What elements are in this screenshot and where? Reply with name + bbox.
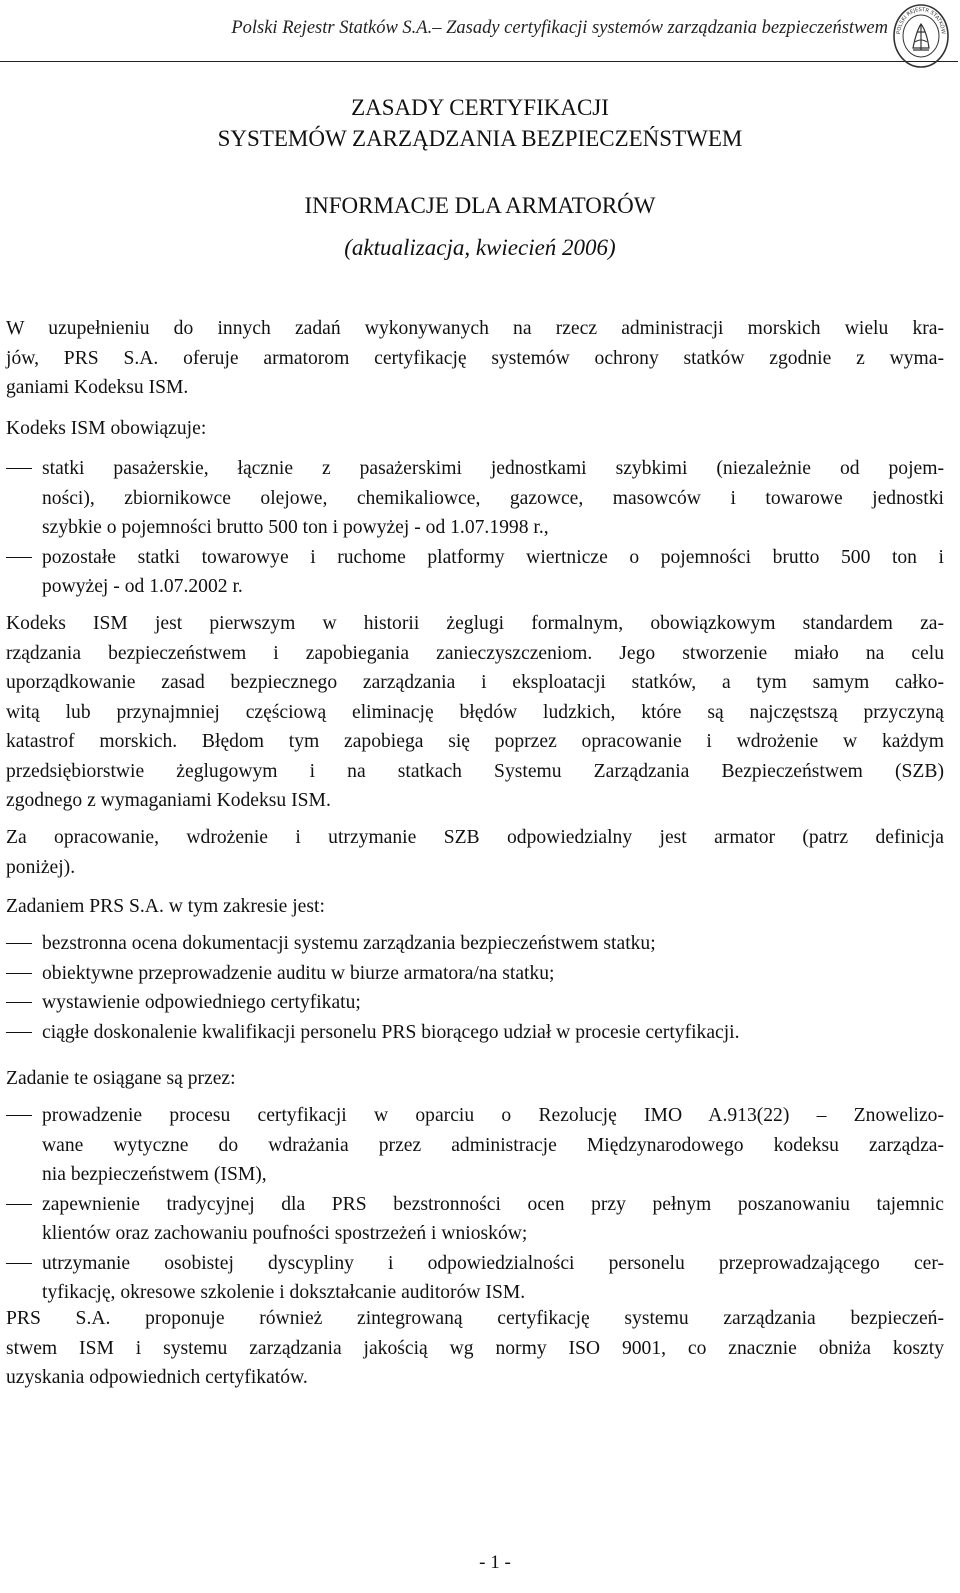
list-item-line: klientów oraz zachowaniu poufności spostrzeżeń i wniosków;	[42, 1223, 528, 1244]
paragraph-line: Za opracowanie, wdrożenie i utrzymanie SZB odpowiedzialny jest armator (patrz definicja	[6, 827, 944, 848]
intro-line: W uzupełnieniu do innych zadań wykonywanych na rzecz administracji morskich wielu kra-	[6, 318, 944, 339]
title-line-4: (aktualizacja, kwiecień 2006)	[344, 235, 616, 260]
means-label	[6, 1064, 944, 1094]
list-item-line: ności), zbiornikowce olejowe, chemikaliowce, gazowce, masowców i towarowe jednostki	[42, 487, 944, 509]
dash-bullet-icon	[6, 973, 32, 974]
list-item-line: statki pasażerskie, łącznie z pasażerskimi jednostkami szybkimi (niezależnie od pojem-	[42, 458, 944, 479]
tasks-label-text: Zadaniem PRS S.A. w tym zakresie jest:	[6, 896, 325, 917]
list-item-line: wane wytyczne do wdrażania przez administracje Międzynarodowego kodeksu zarządza-	[42, 1134, 944, 1156]
ism-applies-label-text: Kodeks ISM obowiązuje:	[6, 418, 207, 439]
offer-paragraph	[6, 1304, 944, 1393]
paragraph-line: uzyskania odpowiednich certyfikatów.	[6, 1367, 308, 1388]
list-item-line: tyfikację, okresowe szkolenie i dokształcanie auditorów ISM.	[42, 1282, 526, 1303]
dash-bullet-icon	[6, 1115, 32, 1116]
dash-bullet-icon	[6, 943, 32, 944]
list-item-line: powyżej - od 1.07.2002 r.	[42, 576, 243, 597]
list-item	[6, 929, 944, 959]
intro-line: jów, PRS S.A. oferuje armatorom certyfikację systemów ochrony statków zgodnie z wyma-	[6, 347, 944, 369]
logo-text: POLSKI REJESTR STATKÓW	[896, 6, 947, 35]
tasks-label	[6, 892, 944, 922]
page-number: - 1 -	[479, 1552, 511, 1573]
dash-bullet-icon	[6, 557, 32, 558]
ism-applies-list	[6, 454, 944, 602]
title-line-2: SYSTEMÓW ZARZĄDZANIA BEZPIECZEŃSTWEM	[217, 126, 743, 151]
means-label-text: Zadanie te osiągane są przez:	[6, 1068, 236, 1089]
list-item-line: wystawienie odpowiedniego certyfikatu;	[42, 992, 361, 1013]
list-item	[6, 1249, 944, 1308]
list-item	[6, 988, 944, 1018]
list-item-line: prowadzenie procesu certyfikacji w oparciu o Rezolucję IMO A.913(22) – Znowelizo-	[42, 1105, 944, 1126]
dash-bullet-icon	[6, 1204, 32, 1205]
ism-applies-label	[6, 414, 944, 444]
list-item	[6, 1018, 944, 1048]
paragraph-line: rządzania bezpieczeństwem i zapobiegania zanieczyszczeniom. Jego stworzenie miało na celu	[6, 642, 944, 664]
list-item-line: utrzymanie osobistej dyscypliny i odpowiedzialności personelu przeprowadzającego cer-	[42, 1252, 944, 1274]
prs-logo-icon	[891, 2, 951, 70]
list-item-line: zapewnienie tradycyjnej dla PRS bezstronności ocen przy pełnym poszanowaniu tajemnic	[42, 1193, 944, 1215]
dash-bullet-icon	[6, 1263, 32, 1264]
list-item-line: szybkie o pojemności brutto 500 ton i powyżej - od 1.07.1998 r.,	[42, 517, 549, 538]
dash-bullet-icon	[6, 1002, 32, 1003]
paragraph-line: katastrof morskich. Błędom tym zapobiega się poprzez opracowanie i wdrożenie w każdym	[6, 731, 944, 752]
running-header: Polski Rejestr Statków S.A.– Zasady certyfikacji systemów zarządzania bezpieczeństwem	[231, 18, 888, 38]
header-rule	[0, 61, 958, 62]
ism-description-paragraph	[6, 609, 944, 816]
dash-bullet-icon	[6, 468, 32, 469]
list-item	[6, 959, 944, 989]
dash-bullet-icon	[6, 1032, 32, 1033]
list-item	[6, 543, 944, 602]
intro-line: ganiami Kodeksu ISM.	[6, 377, 189, 398]
paragraph-line: Kodeks ISM jest pierwszym w historii żeglugi formalnym, obowiązkowym standardem za-	[6, 613, 944, 634]
paragraph-line: zgodnego z wymaganiami Kodeksu ISM.	[6, 790, 331, 811]
means-list	[6, 1101, 944, 1308]
list-item-line: nia bezpieczeństwem (ISM),	[42, 1164, 267, 1185]
paragraph-line: witą lub przynajmniej częściową eliminację błędów ludzkich, które są najczęstszą przyczyną	[6, 701, 944, 723]
tasks-list	[6, 929, 944, 1047]
paragraph-line: przedsiębiorstwie żeglugowym i na statkach Systemu Zarządzania Bezpieczeństwem (SZB)	[6, 760, 944, 782]
list-item	[6, 1190, 944, 1249]
title-line-3: INFORMACJE DLA ARMATORÓW	[304, 193, 656, 218]
intro-paragraph	[6, 314, 944, 403]
paragraph-line: PRS S.A. proponuje również zintegrowaną certyfikację systemu zarządzania bezpieczeń-	[6, 1308, 944, 1329]
title-line-1: ZASADY CERTYFIKACJI	[351, 95, 609, 120]
responsibility-paragraph	[6, 823, 944, 882]
paragraph-line: stwem ISM i systemu zarządzania jakością wg normy ISO 9001, co znacznie obniża koszty	[6, 1337, 944, 1359]
list-item-line: obiektywne przeprowadzenie auditu w biurze armatora/na statku;	[42, 962, 555, 984]
list-item	[6, 454, 944, 543]
list-item-line: bezstronna ocena dokumentacji systemu zarządzania bezpieczeństwem statku;	[42, 933, 656, 954]
paragraph-line: poniżej).	[6, 856, 76, 878]
paragraph-line: uporządkowanie zasad bezpiecznego zarządzania i eksploatacji statków, a tym samym całko-	[6, 672, 944, 693]
list-item-line: pozostałe statki towarowye i ruchome platformy wiertnicze o pojemności brutto 500 ton i	[42, 546, 944, 568]
list-item-line: ciągłe doskonalenie kwalifikacji personelu PRS biorącego udział w procesie certyfikacji.	[42, 1021, 740, 1043]
list-item	[6, 1101, 944, 1190]
